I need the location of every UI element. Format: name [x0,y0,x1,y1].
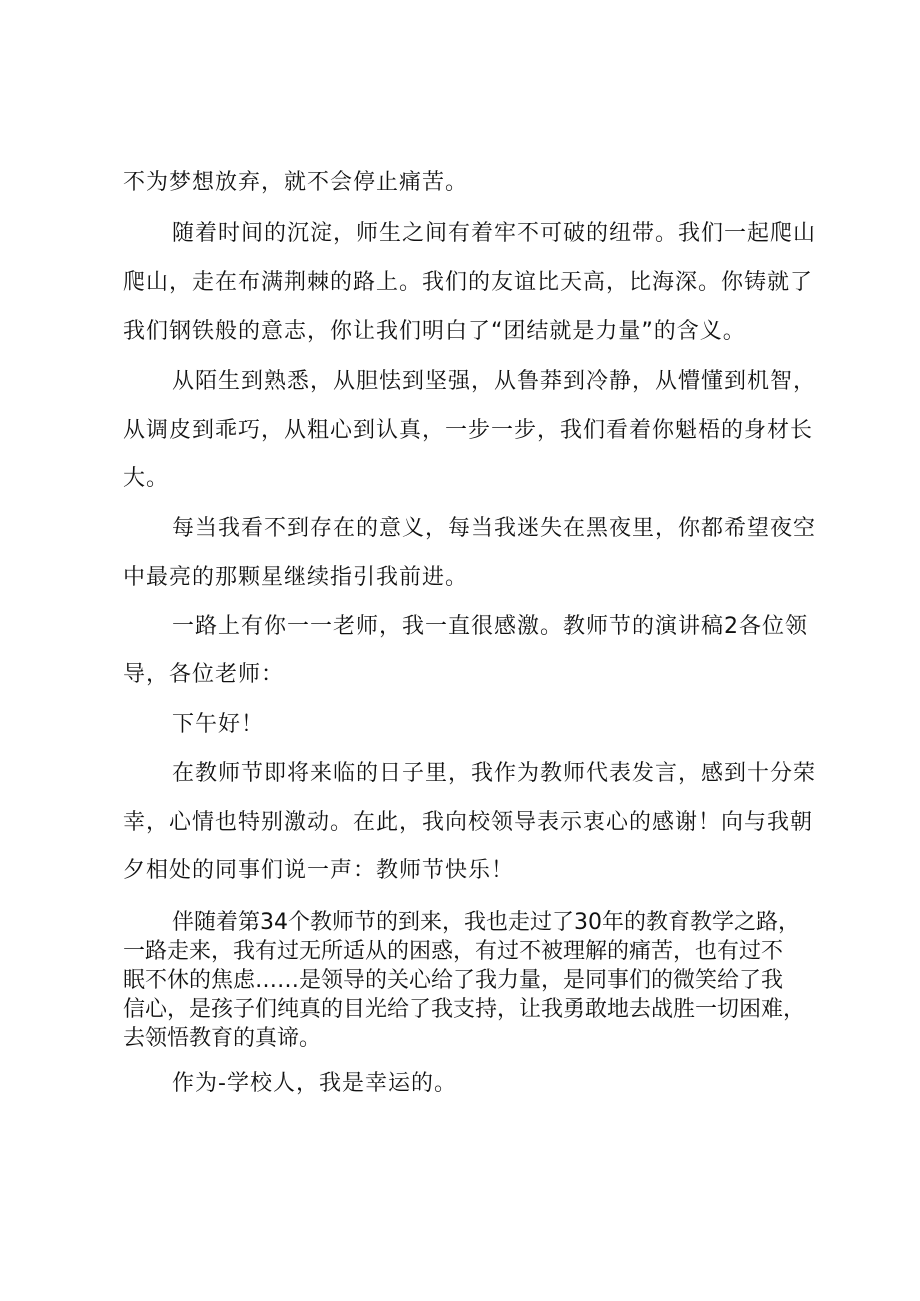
text-line: 作为-学校人，我是幸运的。 [172,1071,457,1096]
text-line: 信心，是孩子们纯真的目光给了我支持，让我勇敢地去战胜一切困难， [123,997,806,1022]
text-line: 一路上有你一一老师，我一直很感激。教师节的演讲稿2各位领 [172,614,808,639]
text-line: 从调皮到乖巧，从粗心到认真，一步一步，我们看着你魁梧的身材长 [123,418,814,443]
text-line: 去领悟教育的真谛。 [123,1026,322,1051]
text-line: 导，各位老师： [123,662,285,687]
text-line: 从陌生到熟悉，从胆怯到坚强，从鲁莽到冷静，从懵懂到机智， [172,369,817,394]
text-line: 大。 [123,466,170,491]
text-line: 不为梦想放弃，就不会停止痛苦。 [123,170,469,195]
text-line: 一路走来，我有过无所适从的困惑，有过不被理解的痛苦，也有过不 [123,939,784,964]
text-line: 在教师节即将来临的日子里，我作为教师代表发言，感到十分荣 [172,761,817,786]
text-line: 每当我看不到存在的意义，每当我迷失在黑夜里，你都希望夜空 [172,516,817,541]
text-line: 夕相处的同事们说一声：教师节快乐！ [123,858,515,883]
text-line: 幸，心情也特别激动。在此，我向校领导表示衷心的感谢！向与我朝 [123,810,814,835]
text-line: 眠不休的焦虑……是领导的关心给了我力量，是同事们的微笑给了我 [123,968,784,993]
text-line: 中最亮的那颗星继续指引我前进。 [123,565,469,590]
text-line: 伴随着第34个教师节的到来，我也走过了30年的教育教学之路， [172,910,800,935]
text-line: 爬山，走在布满荆棘的路上。我们的友谊比天高，比海深。你铸就了 [123,270,814,295]
text-line: 我们钢铁般的意志，你让我们明白了“团结就是力量”的含义。 [123,319,746,344]
text-line: 下午好！ [172,712,265,737]
text-line: 随着时间的沉淀，师生之间有着牢不可破的纽带。我们一起爬山 [172,221,817,246]
